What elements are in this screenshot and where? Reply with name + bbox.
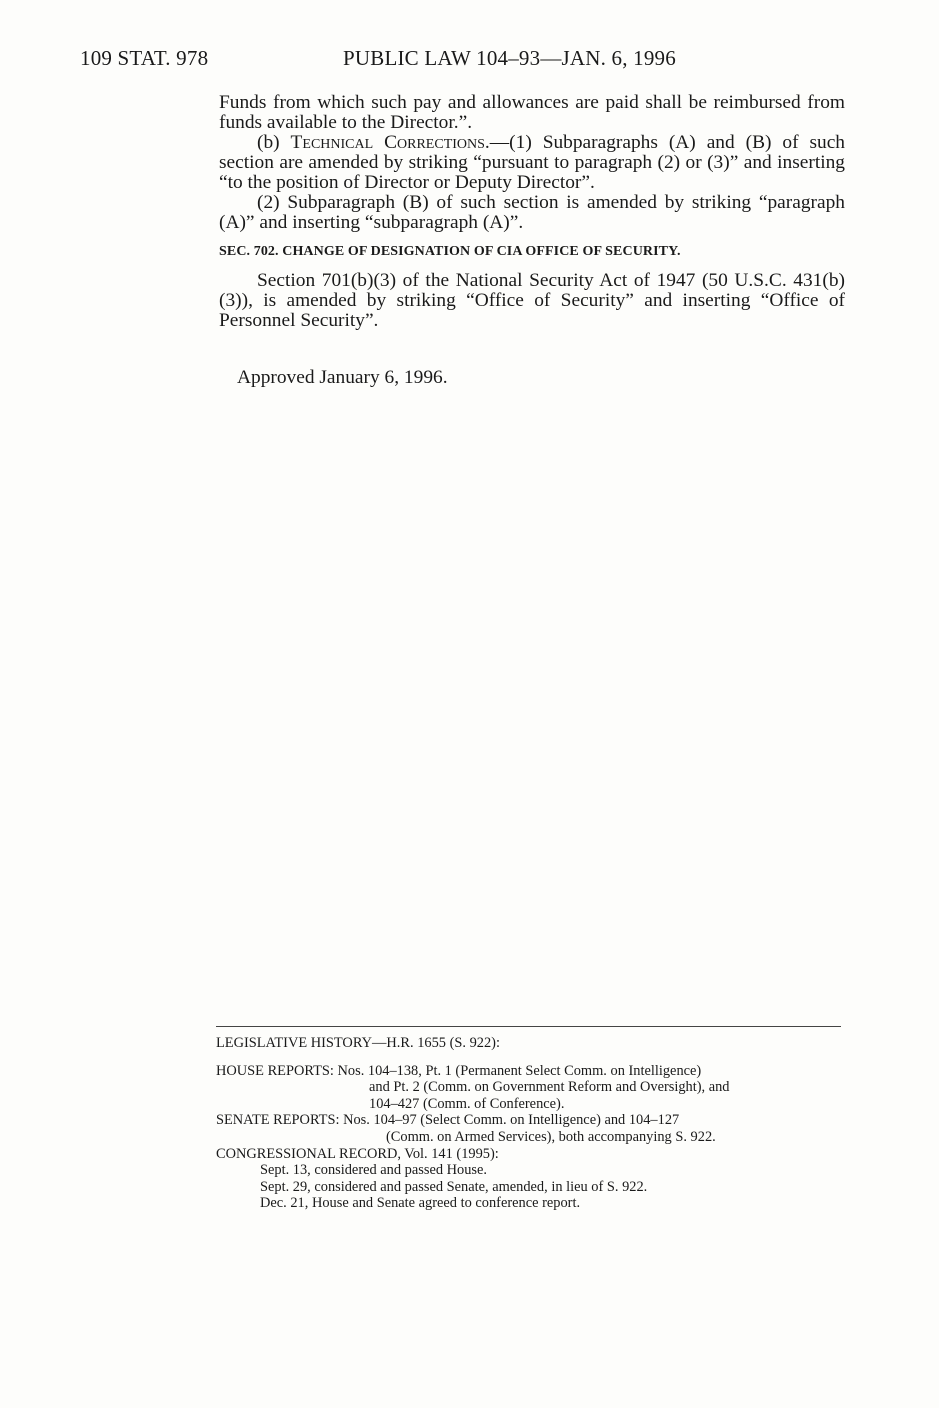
paragraph-funds: Funds from which such pay and allowances are paid shall be reimbursed from funds available to the Director.”. [219, 92, 845, 133]
record-entry: Dec. 21, House and Senate agreed to conference report. [260, 1195, 581, 1212]
legislative-history [216, 1026, 841, 1212]
history-divider [216, 1026, 841, 1027]
house-reports-label: HOUSE REPORTS: [216, 1062, 334, 1079]
paragraph-section-701: Section 701(b)(3) of the National Security Act of 1947 (50 U.S.C. 431(b)(3)), is amended by striking “Office of Security” and inserting “Office of Personnel Security”. [219, 270, 845, 331]
house-reports-line-2: and Pt. 2 (Comm. on Government Reform and Oversight), and [369, 1079, 730, 1096]
congressional-record [216, 1146, 841, 1212]
house-reports-line-3: 104–427 (Comm. of Conference). [369, 1095, 565, 1112]
legislative-history-title: LEGISLATIVE HISTORY—H.R. 1655 (S. 922): [216, 1035, 500, 1051]
house-reports-line-1: Nos. 104–138, Pt. 1 (Permanent Select Comm. on Intelligence) [337, 1062, 702, 1079]
body-text [219, 93, 845, 331]
paragraph-technical-corrections [219, 133, 845, 193]
running-header [80, 46, 760, 74]
statute-reference: 109 STAT. 978 [80, 46, 209, 70]
congressional-record-label: CONGRESSIONAL RECORD, Vol. 141 (1995): [216, 1145, 499, 1162]
paragraph-prefix: (b) [257, 132, 291, 153]
senate-reports-line-1: Nos. 104–97 (Select Comm. on Intelligence) and 104–127 [343, 1112, 680, 1129]
paragraph-subparagraph-b: (2) Subparagraph (B) of such section is amended by striking “paragraph (A)” and inserting “subparagraph (A)”. [219, 192, 845, 233]
senate-reports [216, 1112, 841, 1145]
approval-date: Approved January 6, 1996. [237, 367, 448, 388]
technical-corrections-text: .—(1) Subparagraphs (A) and (B) of such section are amended by striking “pursuant to paragraph (2) or (3)” and inserting “to the position of Director or Deputy Director”. [219, 132, 845, 193]
senate-reports-line-2: (Comm. on Armed Services), both accompanying S. 922. [386, 1128, 716, 1145]
record-entry: Sept. 29, considered and passed Senate, amended, in lieu of S. 922. [260, 1178, 648, 1195]
technical-corrections-heading: Technical Corrections [290, 132, 485, 153]
section-heading: SEC. 702. CHANGE OF DESIGNATION OF CIA OFFICE OF SECURITY. [219, 244, 681, 259]
public-law-reference: PUBLIC LAW 104–93—JAN. 6, 1996 [343, 46, 676, 70]
record-entry: Sept. 13, considered and passed House. [260, 1162, 488, 1179]
house-reports [216, 1063, 841, 1113]
senate-reports-label: SENATE REPORTS: [216, 1112, 340, 1129]
